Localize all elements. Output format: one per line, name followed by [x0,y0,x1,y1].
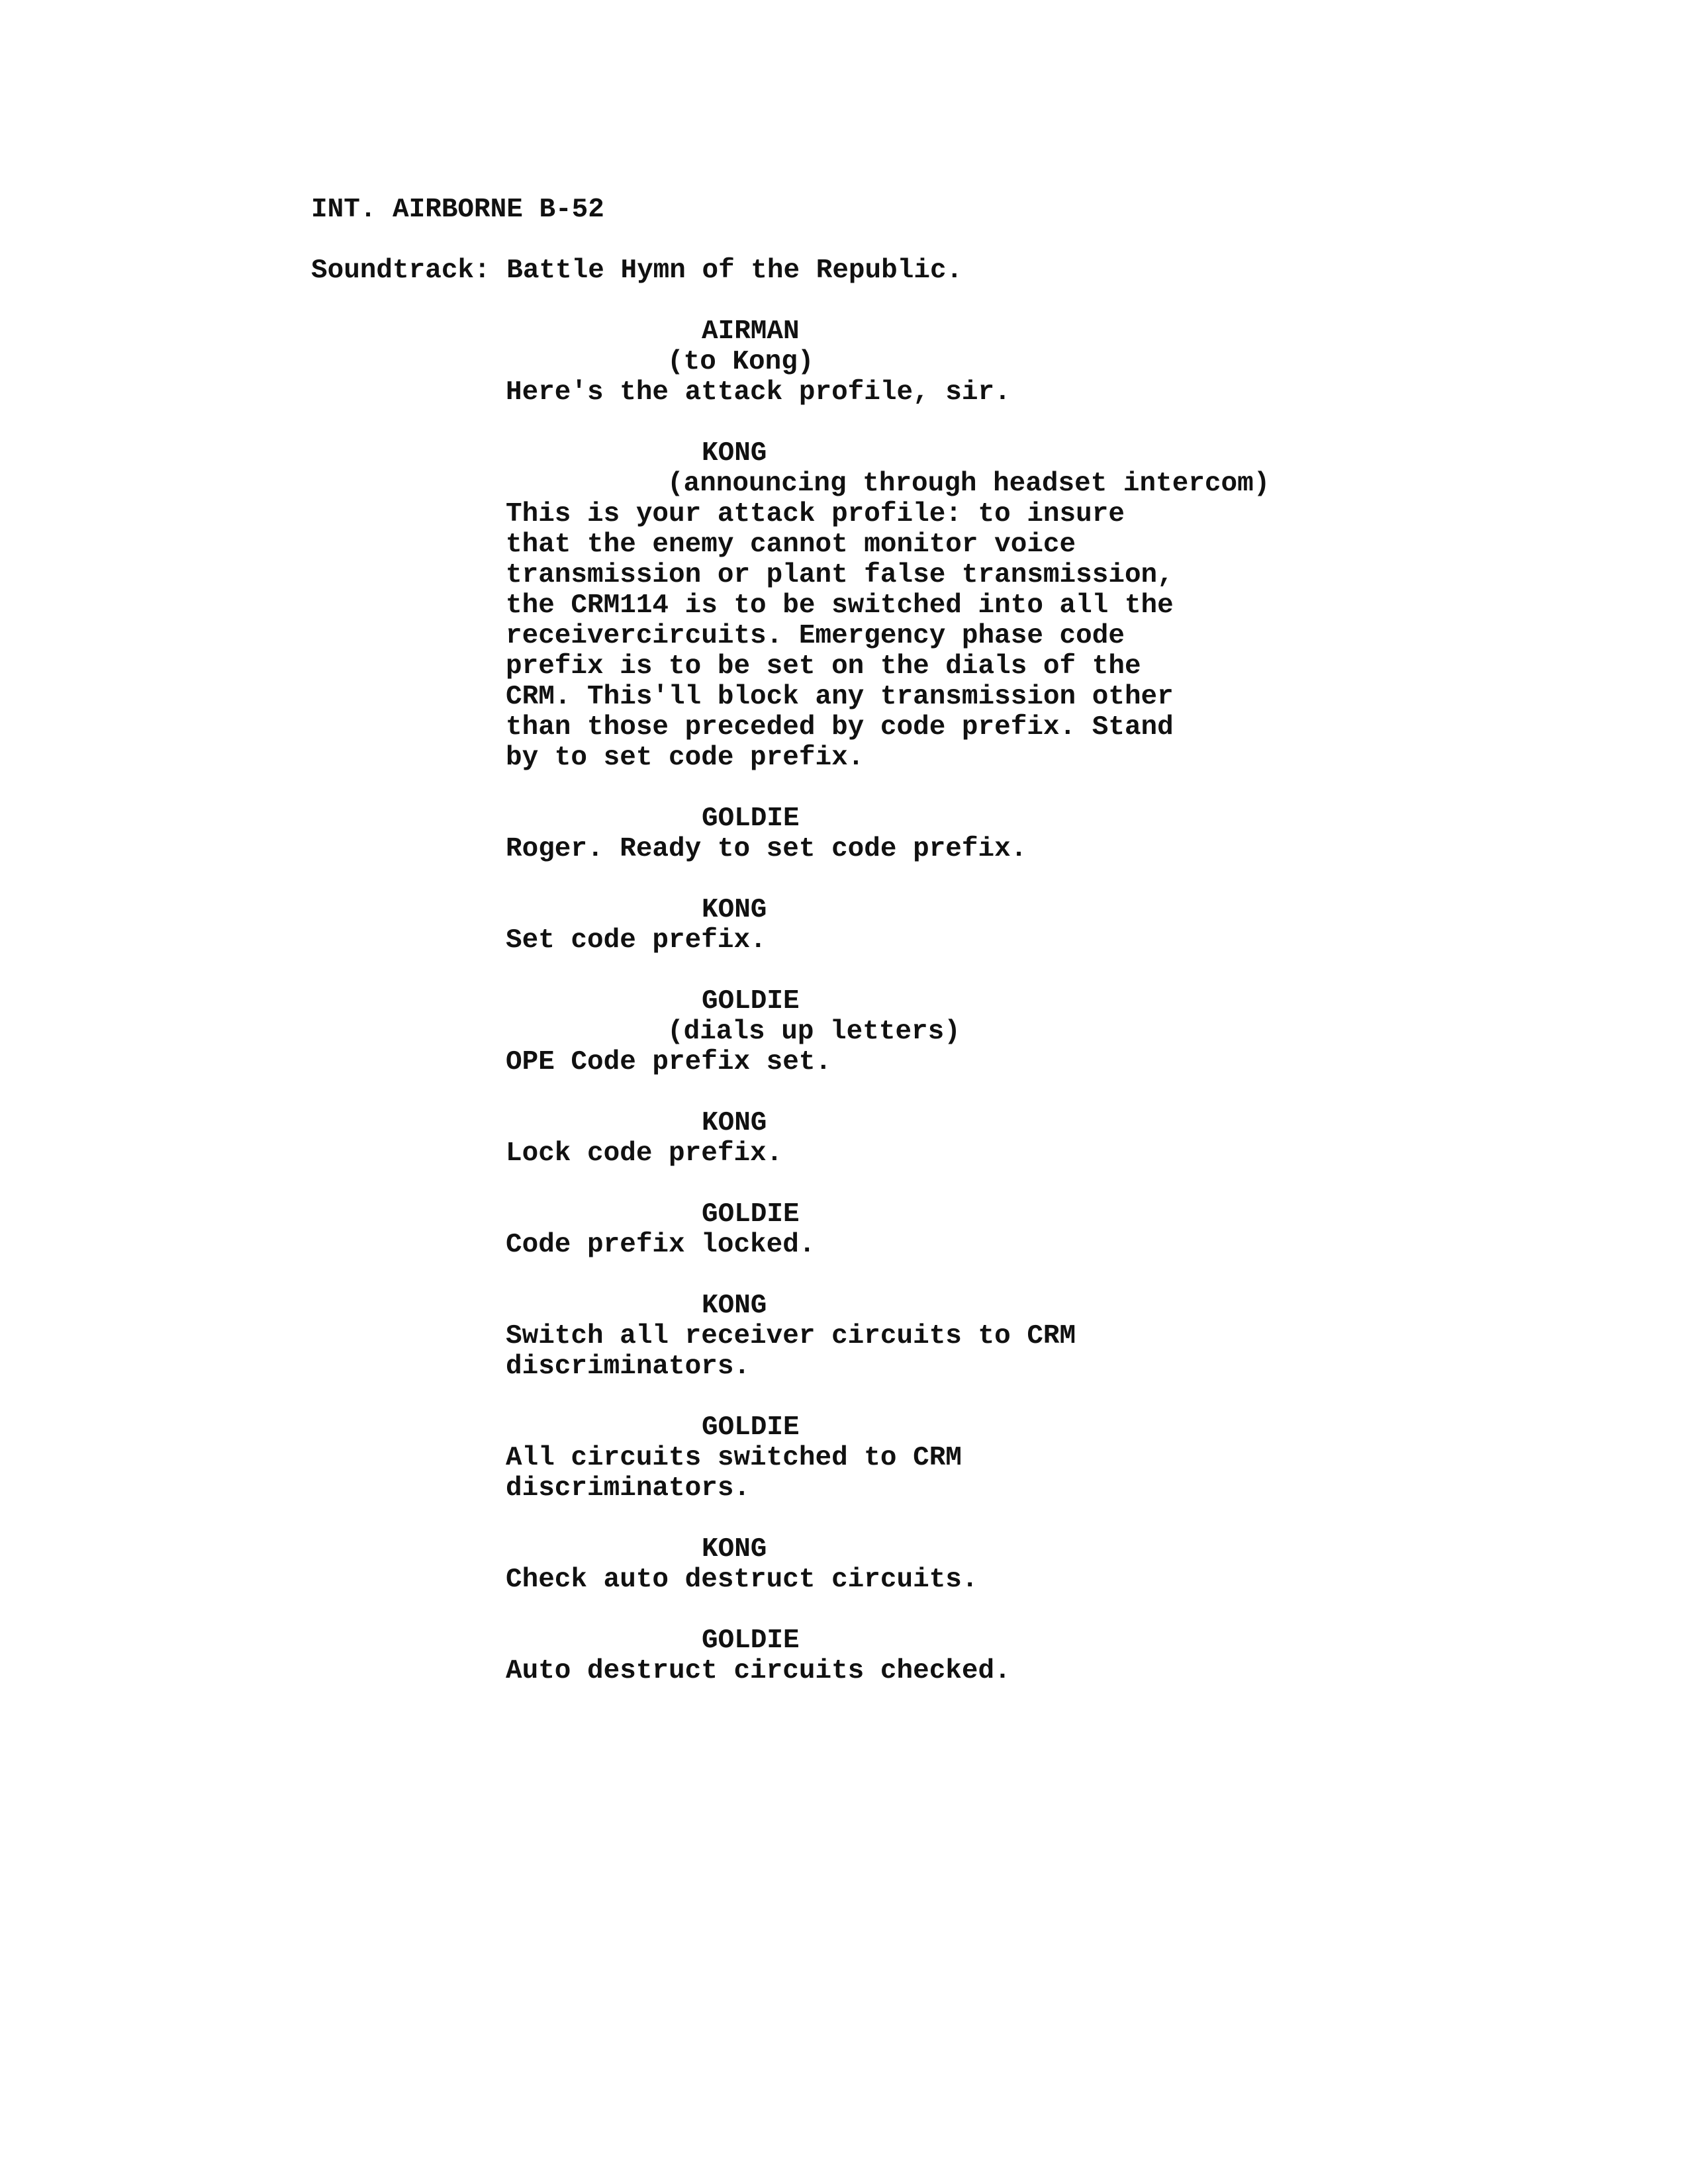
dialogue-line: Auto destruct circuits checked. [506,1656,1011,1686]
action-line: Soundtrack: Battle Hymn of the Republic. [311,255,963,286]
character-name: AIRMAN [702,316,800,347]
dialogue-line: All circuits switched to CRM [506,1443,962,1473]
parenthetical: (dials up letters) [667,1017,961,1047]
character-name: KONG [702,895,767,925]
parenthetical: (to Kong) [667,347,814,377]
dialogue-line: the CRM114 is to be switched into all the [506,590,1174,621]
dialogue-line: OPE Code prefix set. [506,1047,832,1077]
character-name: GOLDIE [702,986,800,1017]
dialogue-line: Lock code prefix. [506,1138,783,1169]
dialogue-line: prefix is to be set on the dials of the [506,651,1141,682]
dialogue-line: This is your attack profile: to insure [506,499,1125,529]
dialogue-line: Roger. Ready to set code prefix. [506,834,1027,864]
character-name: GOLDIE [702,1625,800,1656]
character-name: GOLDIE [702,1199,800,1230]
dialogue-line: Set code prefix. [506,925,767,956]
dialogue-line: discriminators. [506,1351,751,1382]
dialogue-line: by to set code prefix. [506,743,865,773]
dialogue-line: that the enemy cannot monitor voice [506,529,1076,560]
dialogue-line: than those preceded by code prefix. Stand [506,712,1174,743]
parenthetical: (announcing through headset intercom) [667,469,1270,499]
character-name: KONG [702,1291,767,1321]
dialogue-line: receivercircuits. Emergency phase code [506,621,1125,651]
character-name: KONG [702,1108,767,1138]
character-name: GOLDIE [702,1412,800,1443]
dialogue-line: Here's the attack profile, sir. [506,377,1011,408]
dialogue-line: Check auto destruct circuits. [506,1565,978,1595]
scene-heading: INT. AIRBORNE B-52 [311,195,604,225]
character-name: GOLDIE [702,803,800,834]
dialogue-line: Code prefix locked. [506,1230,816,1260]
dialogue-line: discriminators. [506,1473,751,1504]
dialogue-line: transmission or plant false transmission, [506,560,1174,590]
character-name: KONG [702,438,767,469]
character-name: KONG [702,1534,767,1565]
dialogue-line: CRM. This'll block any transmission other [506,682,1174,712]
dialogue-line: Switch all receiver circuits to CRM [506,1321,1076,1351]
